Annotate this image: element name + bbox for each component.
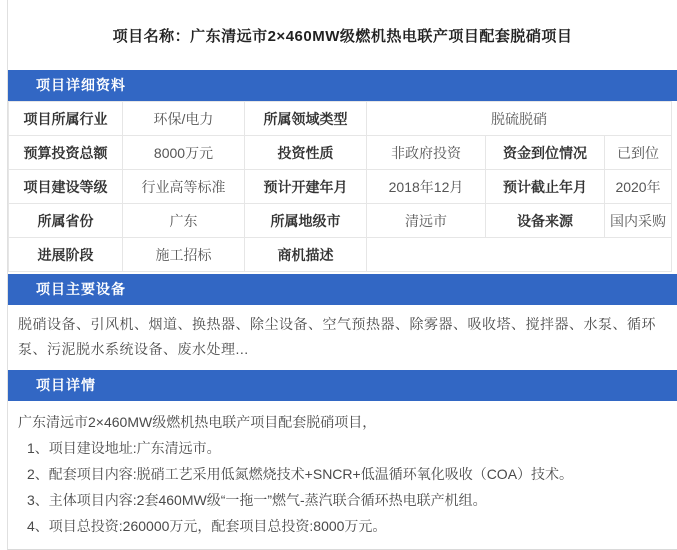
value-city: 清远市 bbox=[367, 204, 486, 238]
value-equipment-source: 国内采购 bbox=[605, 204, 672, 238]
equipment-list: 脱硝设备、引风机、烟道、换热器、除尘设备、空气预热器、除雾器、吸收塔、搅拌器、水泵、循环泵、污泥脱水系统设备、废水处理... bbox=[18, 316, 656, 357]
table-row-budget bbox=[9, 136, 672, 170]
label-domain-type: 所属领域类型 bbox=[245, 102, 367, 136]
project-details-table bbox=[8, 101, 672, 272]
label-opportunity-desc: 商机描述 bbox=[245, 238, 367, 272]
label-equipment-source: 设备来源 bbox=[486, 204, 605, 238]
project-description bbox=[8, 401, 677, 549]
description-intro: 广东清远市2×460MW级燃机热电联产项目配套脱硝项目， bbox=[18, 414, 377, 430]
description-item-address: 1、项目建设地址:广东清远市。 bbox=[27, 440, 221, 456]
label-province: 所属省份 bbox=[9, 204, 123, 238]
label-start-date: 预计开建年月 bbox=[245, 170, 367, 204]
description-item-main-content: 3、主体项目内容:2套460MW级“一拖一”燃气-蒸汽联合循环热电联产机组。 bbox=[27, 492, 487, 508]
value-province: 广东 bbox=[123, 204, 245, 238]
value-start-date: 2018年12月 bbox=[367, 170, 486, 204]
table-row-grade-dates bbox=[9, 170, 672, 204]
table-row-industry bbox=[9, 102, 672, 136]
label-progress-stage: 进展阶段 bbox=[9, 238, 123, 272]
description-item-total-investment: 4、项目总投资:260000万元，配套项目总投资:8000万元。 bbox=[27, 518, 387, 534]
value-end-date: 2020年 bbox=[605, 170, 672, 204]
label-investment-nature: 投资性质 bbox=[245, 136, 367, 170]
section-header-detail: 项目详情 bbox=[8, 370, 677, 401]
value-progress-stage: 施工招标 bbox=[123, 238, 245, 272]
label-funding-status: 资金到位情况 bbox=[486, 136, 605, 170]
value-opportunity-desc bbox=[367, 238, 672, 272]
section-header-details: 项目详细资料 bbox=[8, 70, 677, 101]
label-city: 所属地级市 bbox=[245, 204, 367, 238]
table-row-location bbox=[9, 204, 672, 238]
value-industry: 环保/电力 bbox=[123, 102, 245, 136]
value-domain-type: 脱硫脱硝 bbox=[367, 102, 672, 136]
page-title: 项目名称：广东清远市2×460MW级燃机热电联产项目配套脱硝项目 bbox=[112, 27, 573, 45]
value-budget-total: 8000万元 bbox=[123, 136, 245, 170]
project-info-page bbox=[7, 0, 677, 550]
label-end-date: 预计截止年月 bbox=[486, 170, 605, 204]
table-row-progress bbox=[9, 238, 672, 272]
label-industry: 项目所属行业 bbox=[9, 102, 123, 136]
label-construction-grade: 项目建设等级 bbox=[9, 170, 123, 204]
description-item-supporting-content: 2、配套项目内容:脱硝工艺采用低氮燃烧技术+SNCR+低温循环氧化吸收（COA）技术。 bbox=[27, 466, 574, 482]
value-funding-status: 已到位 bbox=[605, 136, 672, 170]
value-construction-grade: 行业高等标准 bbox=[123, 170, 245, 204]
label-budget-total: 预算投资总额 bbox=[9, 136, 123, 170]
value-investment-nature: 非政府投资 bbox=[367, 136, 486, 170]
section-header-equipment: 项目主要设备 bbox=[8, 274, 677, 305]
